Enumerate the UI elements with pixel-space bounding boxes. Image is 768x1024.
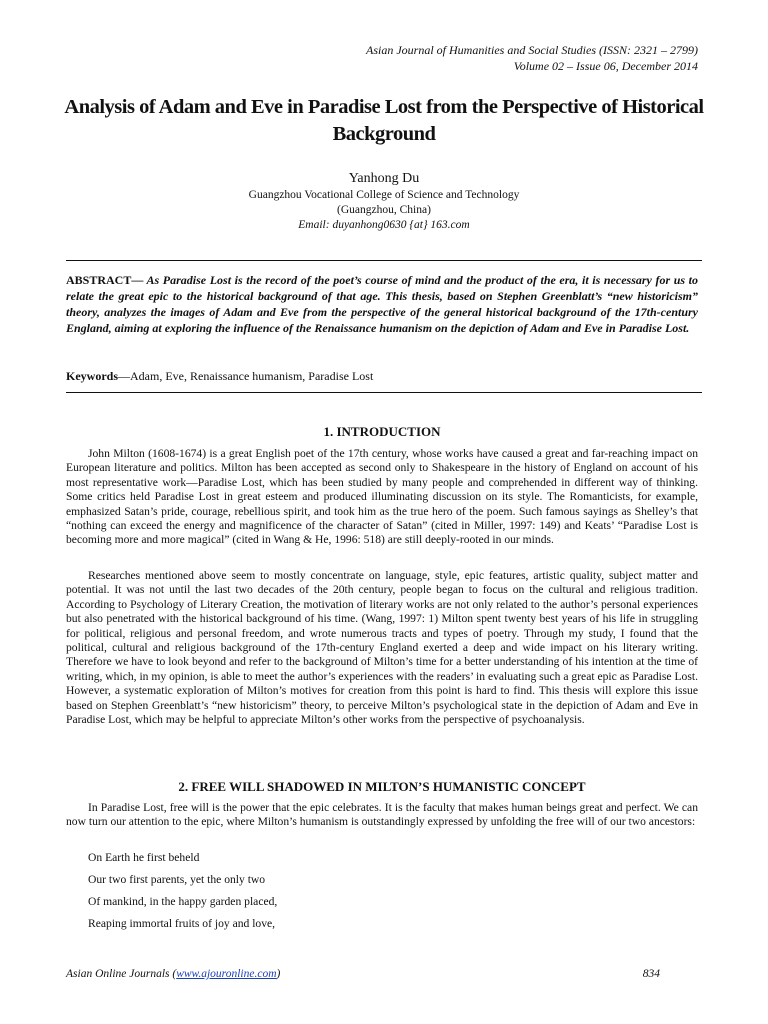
author-email: Email: duyanhong0630 {at} 163.com (298, 219, 470, 231)
journal-volume: Volume 02 – Issue 06, December 2014 (513, 59, 698, 73)
footer-journal-name: Asian Online Journals ( (66, 968, 177, 980)
author-block (60, 170, 708, 233)
page-number: 834 (642, 968, 660, 980)
verse-line: Reaping immortal fruits of joy and love, (88, 917, 276, 930)
free-will-paragraph-1: In Paradise Lost, free will is the power that the epic celebrates. It is the faculty that makes human beings great and perfect. We can now turn our attention to the epic, where Milton’s humanism is outstandingly expressed by unfolding the free will of our two ancestors: (66, 801, 698, 829)
author-name: Yanhong Du (348, 171, 420, 186)
author-affiliation: Guangzhou Vocational College of Science and Technology (248, 189, 520, 201)
verse-line: Our two first parents, yet the only two (88, 873, 266, 886)
keywords (66, 368, 698, 384)
top-divider (66, 260, 702, 261)
intro-paragraph-2: Researches mentioned above seem to mostly concentrate on language, style, epic features, artistic quality, subject matter and potential. It was not until the last two decades of the 20th century, people began to focus on the cultural and religious tradition. According to Psychology of Literary Creation, the motivation of literary works are not only related to the author’s personal experiences but also penetrated with the historical background of his time. (Wang, 1997: 1) Milton spent twenty best years of his life in struggling for political, religious and personal freedom, and wrote numerous tracts and types of poetry. Through my study, I found that the political, cultural and religious background of the 17th-century England exerted a deep and wide impact on his literary writing. Therefore we have to look beyond and refer to the background of Milton’s time for a better understanding of his intention at the time of writing, which, in my opinion, is able to meet the author’s experiences with the readers’ in evaluating such a great epic as Paradise Lost. However, a systematic exploration of Milton’s motives for creation from this point is hard to find. This thesis will explore this issue based on Stephen Greenblatt’s “new historicism” theory, to perceive Milton’s psychological state in the depiction of Adam and Eve in Paradise Lost, which may be helpful to appreciate Milton’s other works from the perspective of psychoanalysis. (66, 569, 698, 727)
intro-paragraph-1: John Milton (1608-1674) is a great English poet of the 17th century, whose works have caused a great and far-reaching impact on European literature and politics. Milton has been accepted as second only to Shakespeare in the history of England on account of his most representative work—Paradise Lost, which has been studied by many people and comprehended in different way of thinking. Some critics held Paradise Lost in great esteem and produced illuminating discussion on its style. The Romanticists, for example, emphasized Satan’s pride, courage, rebellious spirit, and took him as the true hero of the poem. Such famous sayings as Shelley’s that “nothing can exceed the energy and magnificence of the character of Satan” (cited in Miller, 1997: 149) and Keats’ “Paradise Lost is becoming more and more magical” (cited in Wang & He, 1996: 518) are still deeply-rooted in our minds. (66, 447, 698, 547)
footer-journal (66, 968, 280, 980)
journal-header (366, 42, 698, 74)
section-heading-free-will: 2. FREE WILL SHADOWED IN MILTON’S HUMANISTIC CONCEPT (178, 779, 586, 794)
footer-journal-close: ) (276, 968, 281, 980)
keywords-label: Keywords (66, 369, 118, 383)
verse-line: Of mankind, in the happy garden placed, (88, 895, 278, 908)
abstract (66, 272, 698, 336)
bottom-divider (66, 392, 702, 393)
verse-line: On Earth he first beheld (88, 851, 200, 864)
footer-journal-link[interactable]: www.ajouronline.com (176, 968, 277, 980)
keywords-text: —Adam, Eve, Renaissance humanism, Paradise Lost (118, 369, 374, 383)
author-location: (Guangzhou, China) (337, 204, 431, 216)
abstract-text: As Paradise Lost is the record of the poet’s course of mind and the product of the era, it is necessary for us to relate the great epic to the historical background of that age. This thesis, based on Stephen Greenblatt’s “new historicism” theory, analyzes the images of Adam and Eve from the perspective of the general historical background of the 17th-century England, aiming at exploring the influence of the Renaissance humanism on the depiction of Adam and Eve in Paradise Lost. (66, 273, 698, 335)
abstract-label: ABSTRACT— (66, 273, 144, 287)
section-heading-introduction: 1. INTRODUCTION (323, 424, 441, 439)
paper-title: Analysis of Adam and Eve in Paradise Lost from the Perspective of Historical Background (64, 96, 704, 145)
journal-name: Asian Journal of Humanities and Social Studies (ISSN: 2321 – 2799) (366, 43, 698, 57)
